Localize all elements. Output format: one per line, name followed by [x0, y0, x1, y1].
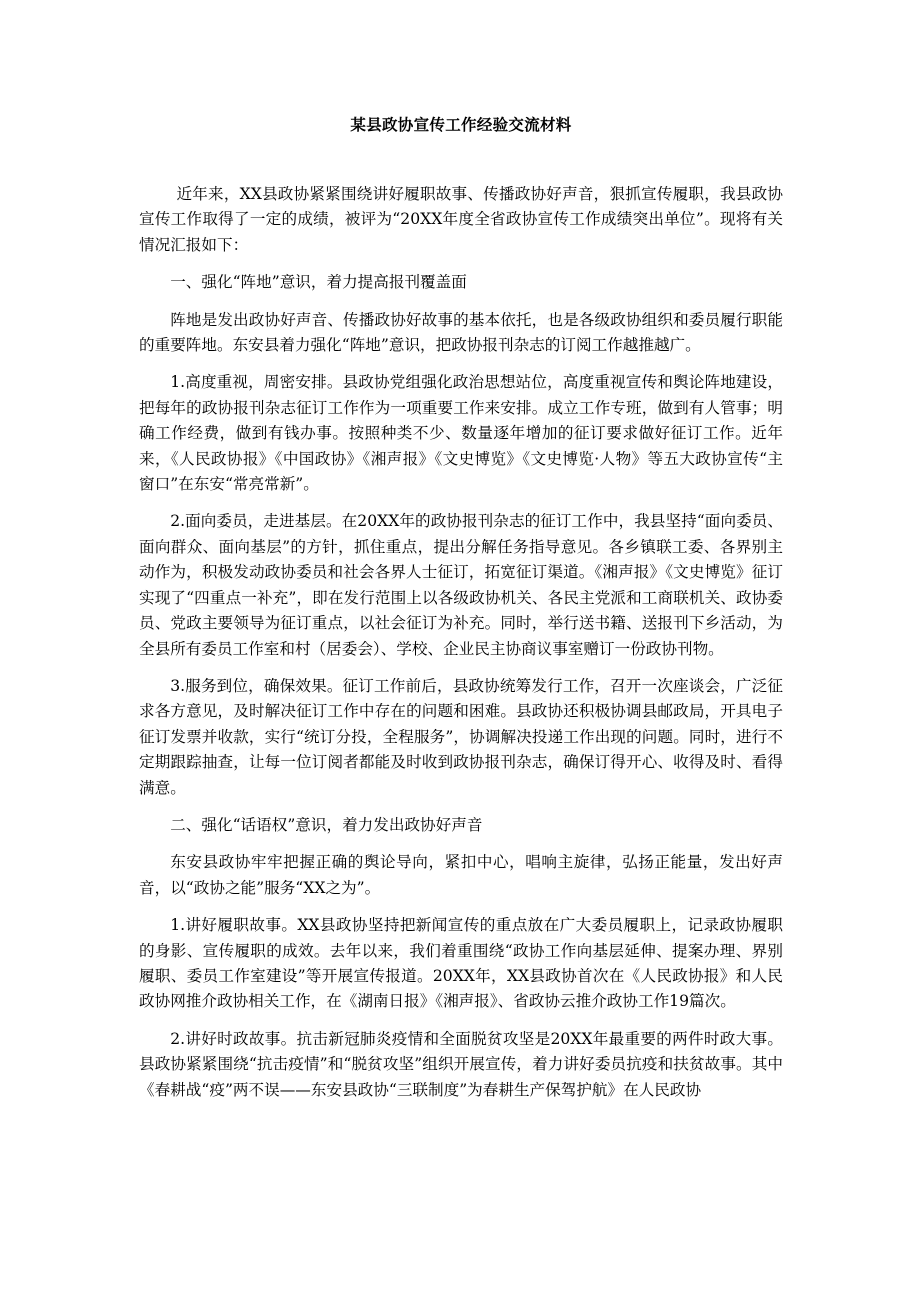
- list-item-1-2: 2.面向委员，走进基层。在20XX年的政协报刊杂志的征订工作中，我县坚持“面向委员、面向群众、面向基层”的方针，抓住重点，提出分解任务指导意见。各乡镇联工委、各界别主动作为，积极发动政协委员和社会各界人士征订，拓宽征订渠道。《湘声报》《文史博览》征订实现了“四重点一补充”，即在发行范围上以各级政协机关、各民主党派和工商联机关、政协委员、党政主要领导为征订重点，以社会征订为补充。同时，举行送书籍、送报刊下乡活动，为全县所有委员工作室和村（居委会）、学校、企业民主协商议事室赠订一份政协刊物。: [139, 512, 783, 658]
- list-item-1-1: 1.高度重视，周密安排。县政协党组强化政治思想站位，高度重视宣传和舆论阵地建设，把每年的政协报刊杂志征订工作作为一项重要工作来安排。成立工作专班，做到有人管事；明确工作经费，做到有钱办事。按照种类不少、数量逐年增加的征订要求做好征订工作。近年来，《人民政协报》《中国政协》《湘声报》《文史博览》《文史博览·人物》等五大政协宣传“主窗口”在东安“常亮常新”。: [139, 373, 783, 494]
- list-item-1-3: 3.服务到位，确保效果。征订工作前后，县政协统筹发行工作，召开一次座谈会，广泛征求各方意见，及时解决征订工作中存在的问题和困难。县政协还积极协调县邮政局，开具电子征订发票并收款，实行“统订分投，全程服务”，协调解决投递工作出现的问题。同时，进行不定期跟踪抽查，让每一位订阅者都能及时收到政协报刊杂志，确保订得开心、收得及时、看得满意。: [139, 676, 783, 797]
- section-heading-2: 二、强化“话语权”意识，着力发出政协好声音: [170, 815, 483, 834]
- list-item-2-2: 2.讲好时政故事。抗击新冠肺炎疫情和全面脱贫攻坚是20XX年最重要的两件时政大事。县政协紧紧围绕“抗击疫情”和“脱贫攻坚”组织开展宣传，着力讲好委员抗疫和扶贫故事。其中《春耕战“疫”两不误——东安县政协“三联制度”为春耕生产保驾护航》在人民政协: [139, 1029, 783, 1099]
- document-page: [139, 112, 783, 1115]
- section-heading-1: 一、强化“阵地”意识，着力提高报刊覆盖面: [170, 273, 467, 292]
- document-title: 某县政协宣传工作经验交流材料: [350, 116, 572, 134]
- body-paragraph: 阵地是发出政协好声音、传播政协好故事的基本依托，也是各级政协组织和委员履行职能的重要阵地。东安县着力强化“阵地”意识，把政协报刊杂志的订阅工作越推越广。: [139, 310, 783, 355]
- body-paragraph: 东安县政协牢牢把握正确的舆论导向，紧扣中心，唱响主旋律，弘扬正能量，发出好声音，以“政协之能”服务“XX之为”。: [139, 853, 783, 897]
- list-item-2-1: 1.讲好履职故事。XX县政协坚持把新闻宣传的重点放在广大委员履职上，记录政协履职的身影、宣传履职的成效。去年以来，我们着重围绕“政协工作向基层延伸、提案办理、界别履职、委员工作室建设”等开展宣传报道。20XX年，XX县政协首次在《人民政协报》和人民政协网推介政协相关工作，在《湖南日报》《湘声报》、省政协云推介政协工作19篇次。: [139, 916, 783, 1011]
- intro-paragraph: 近年来，XX县政协紧紧围绕讲好履职故事、传播政协好声音，狠抓宣传履职，我县政协宣传工作取得了一定的成绩，被评为“20XX年度全省政协宣传工作成绩突出单位”。现将有关情况汇报如下：: [139, 185, 783, 254]
